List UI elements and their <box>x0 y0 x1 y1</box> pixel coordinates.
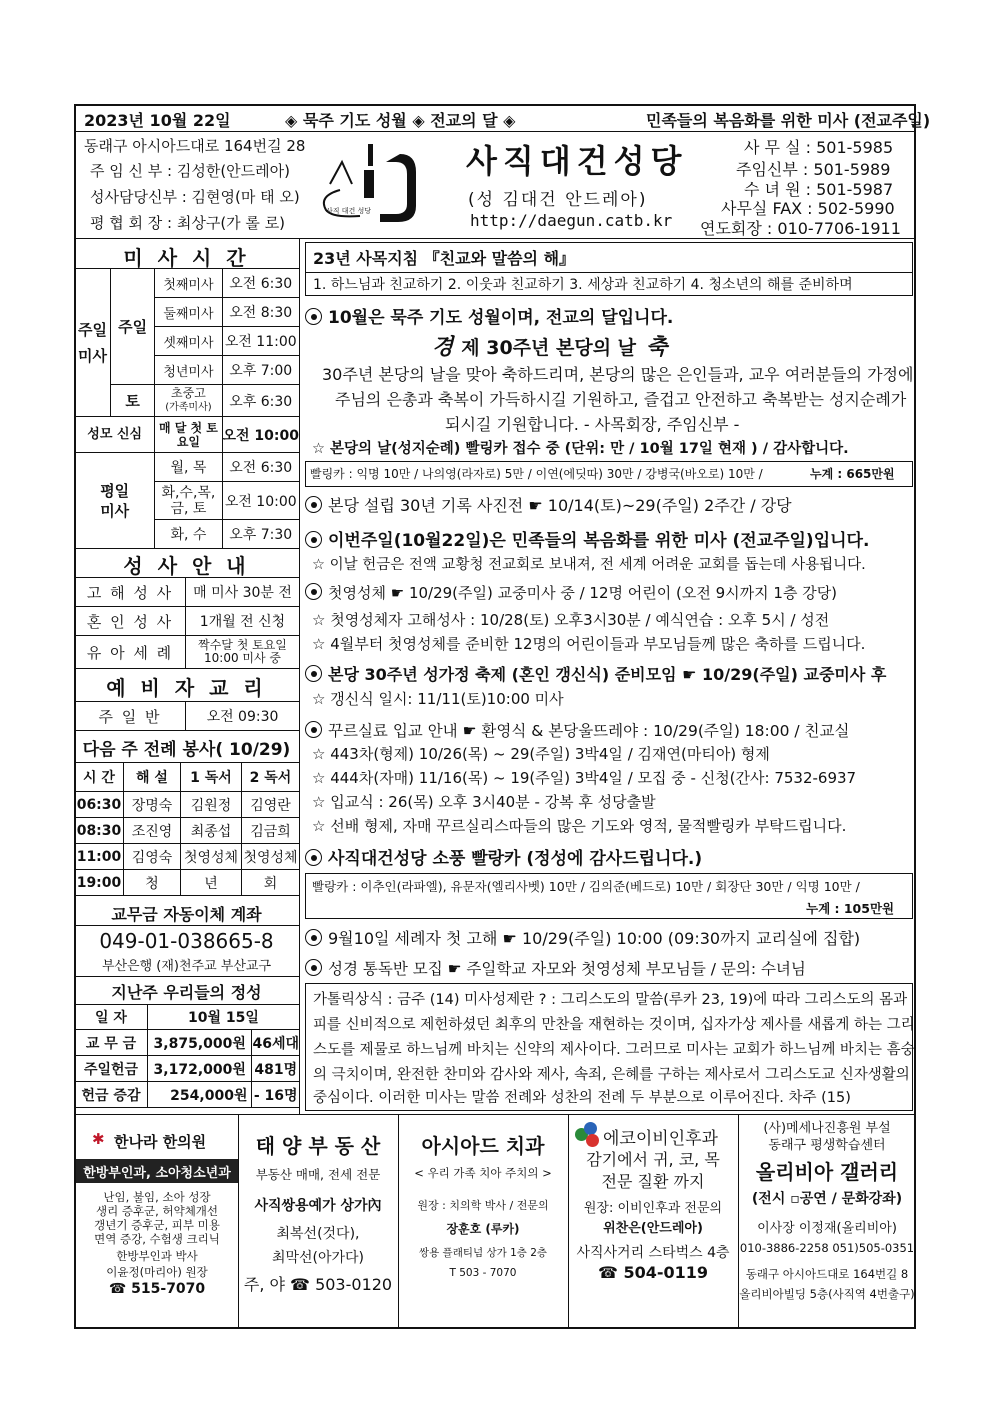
cursillo-note-1: ☆ 443차(형제) 10/26(목) ~ 29(주일) 3박4일 / 김재연(마티아) 형제 <box>312 745 770 763</box>
weekday-mass-time: 오후 7:30 <box>222 520 300 549</box>
service-cell: 11:00 <box>75 844 124 870</box>
catechism-table <box>74 701 300 731</box>
offerings-date-label: 일 자 <box>75 1005 148 1030</box>
service-cell: 첫영성체 <box>181 844 242 870</box>
ad-gallery-line: 동래구 아시아드대로 164번길 8 <box>745 1267 909 1281</box>
holy-family-note: ☆ 갱신식 일시: 11/11(토)10:00 미사 <box>312 690 564 708</box>
office-fax: 사무실 FAX : 502-5990 <box>721 199 895 218</box>
service-cell: 김영란 <box>242 792 300 818</box>
service-cell: 장명숙 <box>124 792 181 818</box>
notice-mission-sunday: 이번주일(10월22일)은 민족들의 복음화를 위한 미사 (전교주일)입니다. <box>305 526 869 551</box>
sacrament-name: 유 아 세 례 <box>75 636 186 669</box>
notice-first-confession: 9월10일 세례자 첫 고해 ☛ 10/29(주일) 10:00 (09:30까지 교리실에 집합) <box>305 926 860 949</box>
service-cell: 년 <box>181 870 242 896</box>
catechism-title: 예 비 자 교 리 <box>106 676 267 700</box>
mass-time: 오전 6:30 <box>222 269 300 298</box>
notice-picnic: 사직대건성당 소풍 빨랑카 (정성에 감사드립니다.) <box>305 844 702 869</box>
donors-list-1: 빨링카 : 익명 10만 / 나의영(라자로) 5만 / 이연(에딧따) 30만 / 강병국(바오로) 10만 / <box>310 467 763 481</box>
office-phone: 사 무 실 : 501-5985 <box>744 138 894 157</box>
service-cell: 청 <box>124 870 181 896</box>
cursillo-note-2: ☆ 444차(자매) 11/16(목) ~ 19(주일) 3박4일 / 모집 중 - 신청(간사: 7532-6937 <box>312 769 857 787</box>
service-cell: 김금희 <box>242 818 300 844</box>
service-cell: 김영숙 <box>124 844 181 870</box>
anniversary-body-2: 주님의 은총과 축복이 가득하시길 기원하고, 즐겁고 안전하고 축복받는 성지순례가 <box>335 390 907 409</box>
sacraments-table <box>74 577 300 669</box>
offering-count: - 16명 <box>252 1082 300 1108</box>
ad-clinic-name: 한나라 한의원 <box>114 1133 207 1151</box>
ad-clinic-line: 이윤정(마리아) 원장 <box>106 1265 208 1279</box>
service-cell: 19:00 <box>75 870 124 896</box>
mass-name: 셋째미사 <box>155 327 222 356</box>
weekday-mass-name: 화,수,목, 금, 토 <box>155 482 222 520</box>
offerings-table <box>74 1004 300 1108</box>
mass-name: 둘째미사 <box>155 298 222 327</box>
ad-dental-line: 쌍용 플래티넘 상가 1층 2층 <box>418 1247 548 1259</box>
service-header: 2 독서 <box>242 763 300 792</box>
ad-clinic-phone: ☎ 515-7070 <box>108 1281 206 1297</box>
ad-clinic-line: 생리 증후군, 허약체개선 <box>95 1204 219 1218</box>
service-cell: 08:30 <box>75 818 124 844</box>
donors-total-1: 누계 : 665만원 <box>810 467 895 481</box>
month-theme: ◈ 묵주 기도 성월 ◈ 전교의 달 ◈ <box>285 111 516 130</box>
notice-bible-reading: 성경 통독반 모집 ☛ 주일학교 자모와 첫영성체 부모님들 / 문의: 수녀님 <box>305 957 806 979</box>
ad-dental-name: 아시아드 치과 <box>421 1134 545 1158</box>
ad-realty-line: 최막선(아가다) <box>271 1250 365 1266</box>
ad-gallery-org: (사)메세나진흥원 부설 <box>763 1121 891 1136</box>
ad-clinic-band: 한방부인과, 소아청소년과 <box>83 1166 231 1181</box>
anniv-right-badge: 축 <box>646 335 668 360</box>
ad-ent-name: 에코이비인후과 <box>603 1129 718 1149</box>
service-cell: 김원정 <box>181 792 242 818</box>
bulletin-date: 2023년 10월 22일 <box>84 111 231 130</box>
church-name: 사직대건성당 <box>466 142 688 180</box>
ad-clinic-line: 면역 증강, 수험생 크리닉 <box>94 1232 220 1246</box>
anniversary-body-1: 30주년 본당의 날을 맞아 축하드리며, 본당의 많은 은인들과, 교우 여러분들의 가정에 <box>322 365 914 384</box>
ad-realty-line: 사직쌍용예가 상가內 <box>254 1198 382 1214</box>
church-logo-icon <box>312 140 422 228</box>
logo-text: 사직 대건 성당 <box>326 207 372 215</box>
offering-amount: 254,000원 <box>148 1082 252 1108</box>
offering-name: 교 무 금 <box>75 1030 148 1056</box>
bank-account: 049-01-038665-8 <box>99 929 274 953</box>
mass-time: 오전 11:00 <box>222 327 300 356</box>
guideline-title: 23년 사목지침 『친교와 말씀의 해』 <box>313 249 576 268</box>
convent-phone: 수 녀 원 : 501-5987 <box>744 180 894 199</box>
ad-gallery-line: 이사장 이정재(올리비아) <box>757 1221 897 1236</box>
ad-gallery-org: 동래구 평생학습센터 <box>768 1138 886 1153</box>
sacrament-value: 매 미사 30분 전 <box>186 578 300 607</box>
first-communion-note-1: ☆ 첫영성체자 고해성사 : 10/28(토) 오후3시30분 / 예식연습 : 오후 5시 / 성전 <box>312 611 830 629</box>
offering-amount: 3,875,000원 <box>148 1030 252 1056</box>
offering-name: 주일헌금 <box>75 1056 148 1082</box>
offering-count: 481명 <box>252 1056 300 1082</box>
service-cell: 06:30 <box>75 792 124 818</box>
anniversary-title: 경 제 30주년 본당의 날 축 <box>432 335 668 360</box>
ad-clinic-line: 갱년기 증후군, 피부 미용 <box>94 1218 220 1232</box>
sacrament-name: 고 해 성 사 <box>75 578 186 607</box>
anniversary-body-3: 되시길 기원합니다. - 사목회장, 주임신부 - <box>445 415 740 434</box>
ad-gallery-tag: (전시 ▫공연 / 문화강좌) <box>751 1191 903 1207</box>
weekday-mass-time: 오전 10:00 <box>222 482 300 520</box>
anniversary-note: ☆ 본당의 날(성지순례) 빨링카 접수 중 (단위: 만 / 10월 17일 현재 ) / 감사합니다. <box>312 441 849 457</box>
holy-name: 매 달 첫 토요일 <box>155 417 222 453</box>
ad-dental-tag: < 우리 가족 치아 주치의 > <box>414 1166 552 1180</box>
mission-sunday-note: ☆ 이날 헌금은 전액 교황청 전교회로 보내져, 전 세계 어려운 교회를 돕는데 사용됩니다. <box>312 557 866 573</box>
sacraments-title: 성 사 안 내 <box>123 554 250 578</box>
offerings-date: 10월 15일 <box>148 1005 300 1030</box>
ad-clinic-line: 한방부인과 박사 <box>116 1249 198 1263</box>
church-patron: (성 김대건 안드레아) <box>468 190 648 210</box>
sunday-label: 주일 <box>110 269 154 385</box>
mass-time: 오전 8:30 <box>222 298 300 327</box>
offerings-title: 지난주 우리들의 정성 <box>111 983 262 1002</box>
ad-dental-line: 원장 : 치의학 박사 / 전문의 <box>417 1199 549 1212</box>
service-header: 해 설 <box>124 763 181 792</box>
ad-realty-phone: 주, 야 ☎ 503-0120 <box>243 1275 393 1294</box>
sacrament-value: 1개월 전 신청 <box>186 607 300 636</box>
service-header: 1 독서 <box>181 763 242 792</box>
cursillo-note-4: ☆ 선배 형제, 자매 꾸르실리스따들의 많은 기도와 영적, 물적빨링카 부탁드립니다. <box>312 817 847 835</box>
pastor-phone: 주임신부 : 501-5989 <box>736 160 891 179</box>
weekday-mass-time: 오전 6:30 <box>222 453 300 482</box>
notice-cursillo: 꾸르실료 입교 안내 ☛ 환영식 & 본당울뜨레야 : 10/29(주일) 18:00 / 친교실 <box>305 719 849 741</box>
ad-ent-line: 전문 질환 까지 <box>601 1172 705 1191</box>
mass-name: 청년미사 <box>155 356 222 385</box>
ad-ent-line: 위찬은(안드레아) <box>603 1221 703 1236</box>
ad-ent-line: 원장: 이비인후과 전문의 <box>583 1201 723 1216</box>
cursillo-note-3: ☆ 입교식 : 26(목) 오후 3시40분 - 강복 후 성당출발 <box>312 793 656 811</box>
priest-line: 성사담당신부 : 김현영(마 태 오) <box>90 188 300 206</box>
holy-time: 오전 10:00 <box>222 417 300 453</box>
service-cell: 최종섭 <box>181 818 242 844</box>
first-communion-note-2: ☆ 4월부터 첫영성체를 준비한 12명의 어린이들과 부모님들께 많은 축하를 드립니다. <box>312 635 866 653</box>
donors-list-2: 빨랑카 : 이추인(라파엘), 유문자(엘리사벳) 10만 / 김의준(베드로) 10만 / 회장단 30만 / 익명 10만 / <box>312 879 860 894</box>
service-cell: 조진영 <box>124 818 181 844</box>
notice-first-communion: 첫영성체 ☛ 10/29(주일) 교중미사 중 / 12명 어린이 (오전 9시까지 1층 강당) <box>305 582 837 603</box>
bank-title: 교무금 자동이체 계좌 <box>111 905 262 924</box>
donors-total-2: 누계 : 105만원 <box>806 901 895 916</box>
mass-times-title: 미 사 시 간 <box>123 246 250 270</box>
service-header: 시 간 <box>75 763 124 792</box>
mass-title: 민족들의 복음화를 위한 미사 (전교주일) <box>646 111 931 130</box>
ad-gallery-name: 올리비아 갤러리 <box>755 1160 899 1184</box>
notice-holy-family: 본당 30주년 성가정 축제 (혼인 갱신식) 준비모임 ☛ 10/29(주일) 교중미사 후 <box>305 662 886 685</box>
ad-ent-phone: ☎ 504-0119 <box>597 1263 709 1282</box>
bank-holder: 부산은행 (재)천주교 부산교구 <box>101 959 272 974</box>
offering-count: 46세대 <box>252 1030 300 1056</box>
ad-realty-line: 부동산 매매, 전세 전문 <box>255 1167 381 1182</box>
sacrament-value: 짝수달 첫 토요일 10:00 미사 중 <box>186 636 300 669</box>
sat-mass-time: 오후 6:30 <box>222 385 300 417</box>
notice-rosary: 10월은 묵주 기도 성월이며, 전교의 달입니다. <box>305 303 673 328</box>
sat-mass-sub: (가족미사) <box>165 402 212 413</box>
service-table <box>74 762 300 896</box>
mass-name: 첫째미사 <box>155 269 222 298</box>
flower-icon: ✱ <box>92 1130 105 1148</box>
service-cell: 첫영성체 <box>242 844 300 870</box>
funeral-phone: 연도회장 : 010-7706-1911 <box>700 219 901 238</box>
service-cell: 회 <box>242 870 300 896</box>
ad-gallery-line: 올리비아빌딩 5층(사직역 4번출구) <box>739 1287 915 1301</box>
mass-times-table <box>74 268 300 549</box>
sunday-group-label: 주일미사 <box>75 269 111 417</box>
ad-gallery-line: 010-3886-2258 051)505-0351 <box>739 1241 915 1255</box>
catechism-time: 오전 09:30 <box>186 702 300 731</box>
knowledge-line-2: 피를 신비적으로 제헌하셨던 최후의 만찬을 재현하는 것이며, 십자가상 제사를 새롭게 하는 그리 <box>313 1017 915 1033</box>
weekday-mass-name: 월, 목 <box>155 453 222 482</box>
ad-clinic-line: 난임, 불임, 소아 성장 <box>103 1190 211 1204</box>
sat-mass-name: 초중고 <box>171 386 206 400</box>
knowledge-line-5: 중심이다. 이러한 미사는 말씀 전례와 성찬의 전례 두 부분으로 이루어진다. 차주 (15) <box>313 1090 851 1106</box>
offering-name: 헌금 증감 <box>75 1082 148 1108</box>
ad-dental-line: T 503 - 7070 <box>449 1267 517 1279</box>
sacrament-name: 혼 인 성 사 <box>75 607 186 636</box>
ad-dental-line: 장훈호 (루카) <box>446 1222 520 1236</box>
notice-photo-exhibit: 본당 설립 30년 기록 사진전 ☛ 10/14(토)~29(주일) 2주간 / 강당 <box>305 493 792 516</box>
church-url[interactable]: http://daegun.catb.kr <box>470 211 673 230</box>
offering-amount: 3,172,000원 <box>148 1056 252 1082</box>
mass-time: 오후 7:00 <box>222 356 300 385</box>
catechism-class: 주 일 반 <box>75 702 186 731</box>
pastor-line: 주 임 신 부 : 김성한(안드레아) <box>90 162 290 180</box>
guideline-items: 1. 하느님과 친교하기 2. 이웃과 친교하기 3. 세상과 친교하기 4. 청소년의 해를 준비하며 <box>313 277 853 293</box>
saturday-label: 토 <box>110 385 154 417</box>
council-line: 평 협 회 장 : 최상구(가 롤 로) <box>90 214 286 232</box>
knowledge-line-4: 의 극치이며, 완전한 찬미와 감사와 제사, 속죄, 은혜를 구하는 제사로서 그리스도교 신자생활의 <box>313 1067 910 1083</box>
ad-realty-name: 태 양 부 동 산 <box>255 1134 381 1158</box>
ad-realty-line: 최복선(것다), <box>276 1226 360 1242</box>
ad-ent-line: 사직사거리 스타벅스 4층 <box>576 1245 730 1261</box>
service-title: 다음 주 전례 봉사( 10/29) <box>82 740 291 760</box>
church-address: 동래구 아시아드대로 164번길 28 <box>84 137 306 155</box>
knowledge-line-1: 가톨릭상식 : 금주 (14) 미사성제란 ? : 그리스도의 말씀(루카 23, 19)에 따라 그리스도의 몸과 <box>313 992 908 1008</box>
holy-label: 성모 신심 <box>75 417 155 453</box>
ent-logo-icon <box>575 1122 601 1148</box>
anniv-left-badge: 경 <box>432 335 454 360</box>
knowledge-line-3: 스도를 제물로 하느님께 바치는 신약의 제사이다. 그러므로 미사는 교회가 하느님께 바치는 흠숭 <box>313 1042 915 1058</box>
ad-ent-line: 감기에서 귀, 코, 목 <box>586 1150 720 1169</box>
weekday-label: 평일미사 <box>75 453 155 549</box>
weekday-mass-name: 화, 수 <box>155 520 222 549</box>
